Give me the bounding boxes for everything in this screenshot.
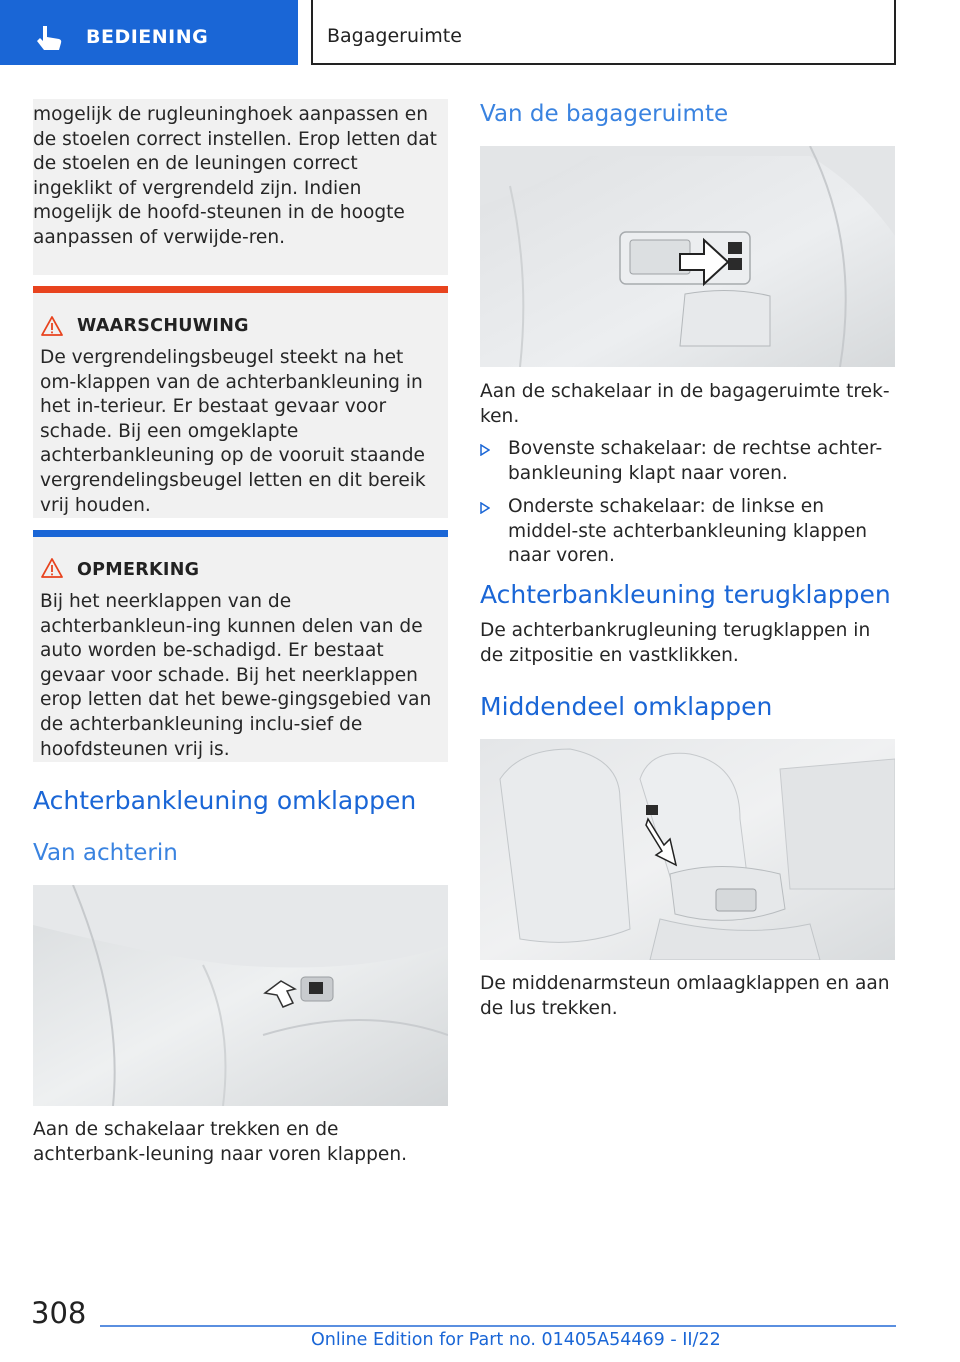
intro-box [33,99,448,275]
figure-trunk [480,146,895,367]
heading-fold: Achterbankleuning omklappen [33,786,417,815]
section-label: BEDIENING [86,26,209,48]
figure-rear-seat [33,885,448,1106]
warning-triangle-icon [41,316,63,336]
note-text: Bij het neerklappen van de achterbankleun-ing kunnen delen van de auto worden be-schadigd. Er bestaat gevaar voor schade. Bij het neerklappen erop letten dat het bewe-gingsgebied van de achterbankleuning inclu-sief de hoofdsteunen vrij is. [40,591,432,760]
note-box [33,530,448,762]
bullet-text-lower: Onderste schakelaar: de linkse en middel-ste achterbankleuning klappen naar voren. [508,496,868,567]
rear-seat-illustration [33,885,448,1106]
intro-text: mogelijk de rugleuninghoek aanpassen en de stoelen correct instellen. Erop letten dat de stoelen en de leuningen correct ingeklikt of vergrendeld zijn. Indien mogelijk de hoofd-steunen in de hoogte aanpassen of verwijde-ren. [33,104,437,248]
armrest-illustration [480,739,895,960]
hand-pointer-icon [34,24,64,52]
triangle-bullet-icon [480,502,490,514]
page-title: Bagageruimte [327,25,462,47]
subheading-rear: Van achterin [33,840,178,866]
trunk-illustration [480,146,895,367]
footer-divider [100,1325,896,1327]
warning-title: WAARSCHUWING [77,316,249,336]
page-header [311,0,896,65]
caption-trunk: Aan de schakelaar in de bagageruimte trek-ken. [480,381,890,427]
page-number: 308 [31,1296,87,1330]
heading-return: Achterbankleuning terugklappen [480,580,891,609]
triangle-bullet-icon [480,444,490,456]
note-title: OPMERKING [77,560,200,580]
caption-rear: Aan de schakelaar trekken en de achterbank-leuning naar voren klappen. [33,1119,408,1165]
heading-middle: Middendeel omklappen [480,692,773,721]
warning-bar [33,286,448,293]
warning-text: De vergrendelingsbeugel steekt na het om-klappen van de achterbankleuning in het in-terieur. Er bestaat gevaar voor schade. Bij een omgeklapte achterbankleuning op de vooruit staande vergrendelingsbeugel letten en dit bereik vrij houden. [40,347,426,516]
note-bar [33,530,448,537]
subheading-trunk: Van de bagageruimte [480,101,729,127]
list-item [480,437,895,487]
caption-middle: De middenarmsteun omlaagklappen en aan de lus trekken. [480,973,890,1019]
list-item [480,495,895,567]
section-tab[interactable] [0,0,298,65]
warning-box [33,286,448,518]
figure-middle [480,739,895,960]
footer-edition: Online Edition for Part no. 01405A54469 - II/22 [311,1330,721,1350]
bullet-text-upper: Bovenste schakelaar: de rechtse achter-bankleuning klapt naar voren. [508,438,883,484]
return-text: De achterbankrugleuning terugklappen in de zitpositie en vastklikken. [480,620,871,666]
note-triangle-icon [41,558,63,578]
